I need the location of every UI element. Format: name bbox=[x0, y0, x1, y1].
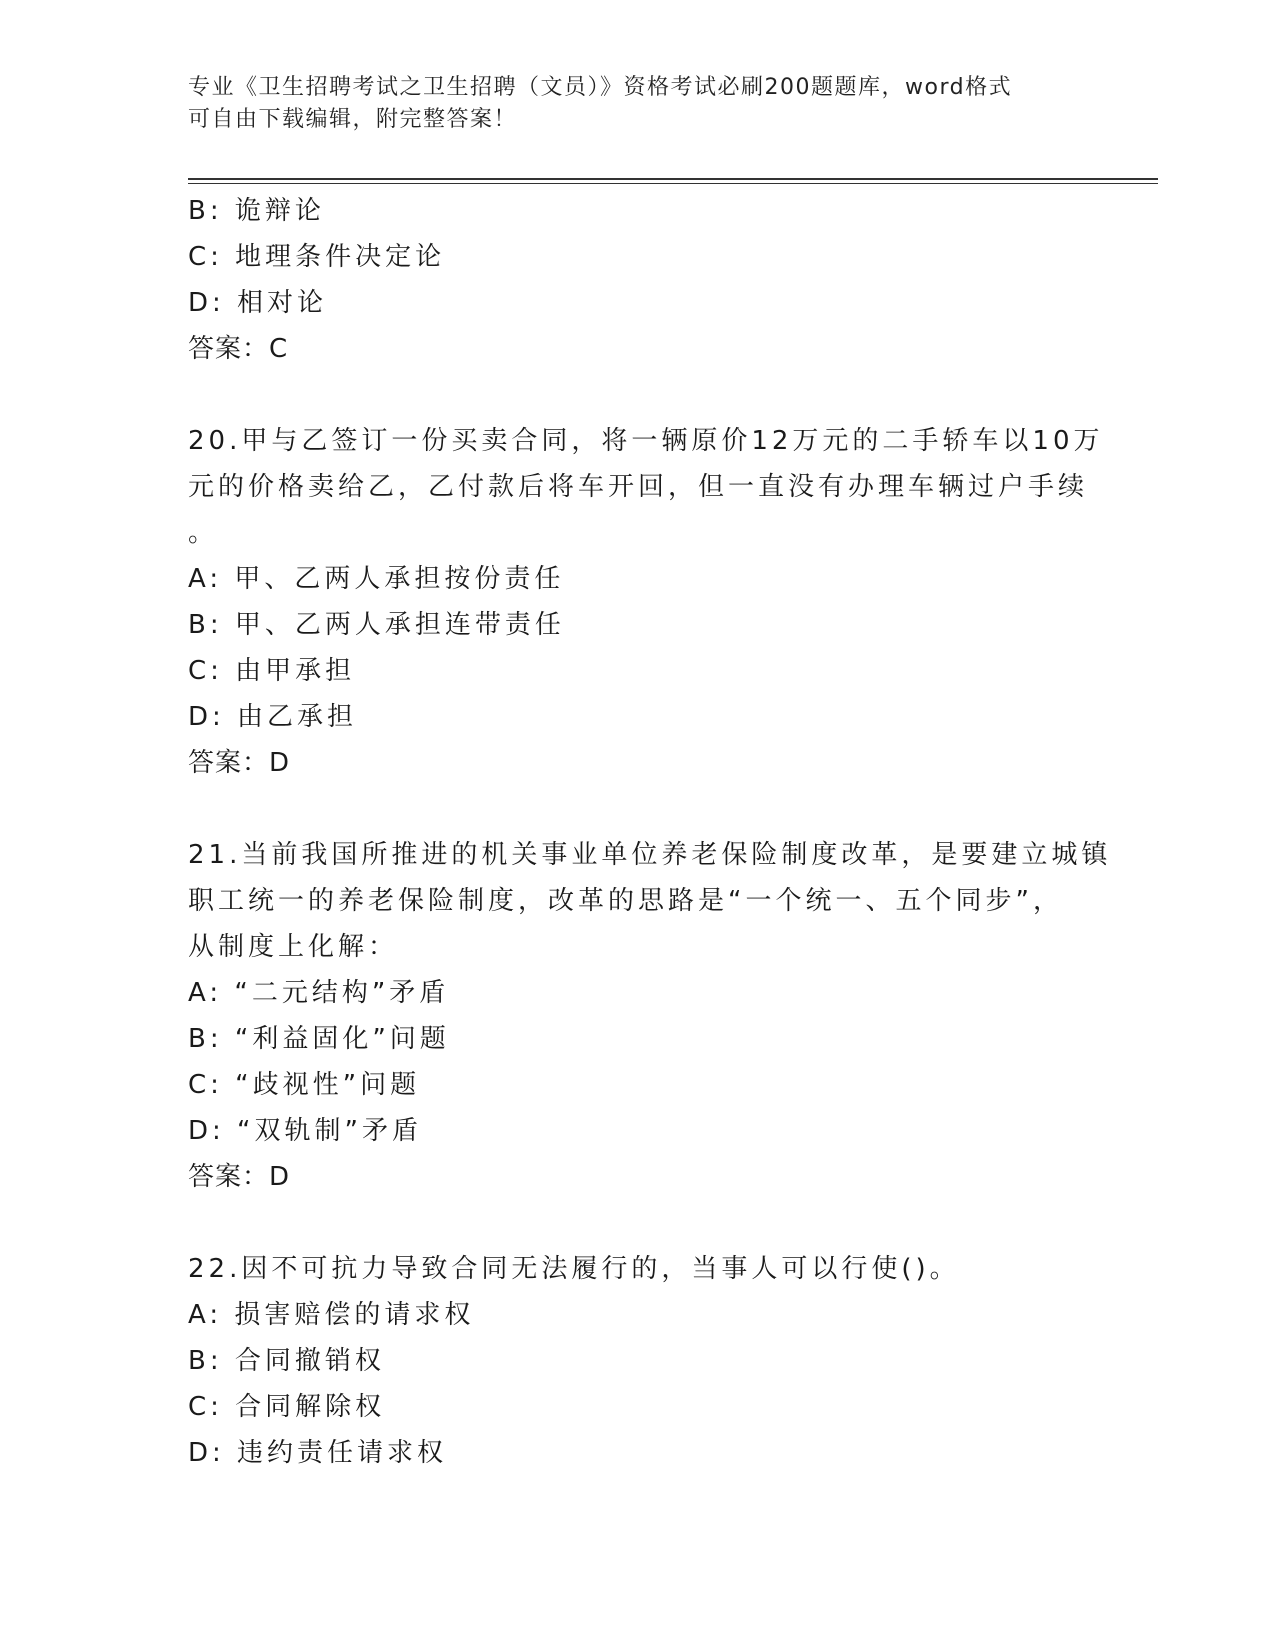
question-stem-line: 21.当前我国所推进的机关事业单位养老保险制度改革，是要建立城镇 bbox=[188, 840, 1112, 870]
question-stem-line: 22.因不可抗力导致合同无法履行的，当事人可以行使()。 bbox=[188, 1254, 960, 1284]
question-stem-line: 职工统一的养老保险制度，改革的思路是“一个统一、五个同步”， bbox=[188, 886, 1063, 916]
option-d: D: “双轨制”矛盾 bbox=[188, 1116, 422, 1146]
option-a: A: 甲、乙两人承担按份责任 bbox=[188, 564, 565, 594]
question-22 bbox=[188, 1246, 1088, 1476]
question-spacer bbox=[188, 786, 1088, 832]
question-stem-line: 20.甲与乙签订一份买卖合同，将一辆原价12万元的二手轿车以10万 bbox=[188, 426, 1104, 456]
option-b: B: 诡辩论 bbox=[188, 196, 325, 226]
question-21 bbox=[188, 832, 1112, 1200]
option-c: C: 合同解除权 bbox=[188, 1392, 386, 1422]
question-list bbox=[188, 188, 1112, 1476]
answer-line: 答案：C bbox=[188, 334, 289, 364]
header-divider-thick bbox=[188, 178, 1158, 180]
question-stem-line: 。 bbox=[188, 518, 219, 548]
option-c: C: 地理条件决定论 bbox=[188, 242, 446, 272]
option-a: A: “二元结构”矛盾 bbox=[188, 978, 450, 1008]
question-19 bbox=[188, 188, 1088, 372]
header-divider-thin bbox=[188, 183, 1158, 184]
option-b: B: 甲、乙两人承担连带责任 bbox=[188, 610, 565, 640]
option-c: C: “歧视性”问题 bbox=[188, 1070, 421, 1100]
answer-line: 答案：D bbox=[188, 1162, 291, 1192]
option-b: B: 合同撤销权 bbox=[188, 1346, 385, 1376]
header-title-line-1: 专业《卫生招聘考试之卫生招聘（文员）》资格考试必刷200题题库，word格式 bbox=[188, 75, 1013, 100]
option-b: B: “利益固化”问题 bbox=[188, 1024, 450, 1054]
option-d: D: 由乙承担 bbox=[188, 702, 358, 732]
question-spacer bbox=[188, 372, 1088, 418]
option-c: C: 由甲承担 bbox=[188, 656, 356, 686]
option-a: A: 损害赔偿的请求权 bbox=[188, 1300, 475, 1330]
question-stem-line: 元的价格卖给乙，乙付款后将车开回，但一直没有办理车辆过户手续 bbox=[188, 472, 1089, 502]
header-title-line-2: 可自由下载编辑，附完整答案！ bbox=[188, 107, 518, 132]
question-spacer bbox=[188, 1200, 1088, 1246]
question-20 bbox=[188, 418, 1104, 786]
document-header bbox=[188, 72, 1088, 136]
option-d: D: 相对论 bbox=[188, 288, 328, 318]
option-d: D: 违约责任请求权 bbox=[188, 1438, 448, 1468]
answer-line: 答案：D bbox=[188, 748, 291, 778]
question-stem-line: 从制度上化解： bbox=[188, 932, 399, 962]
